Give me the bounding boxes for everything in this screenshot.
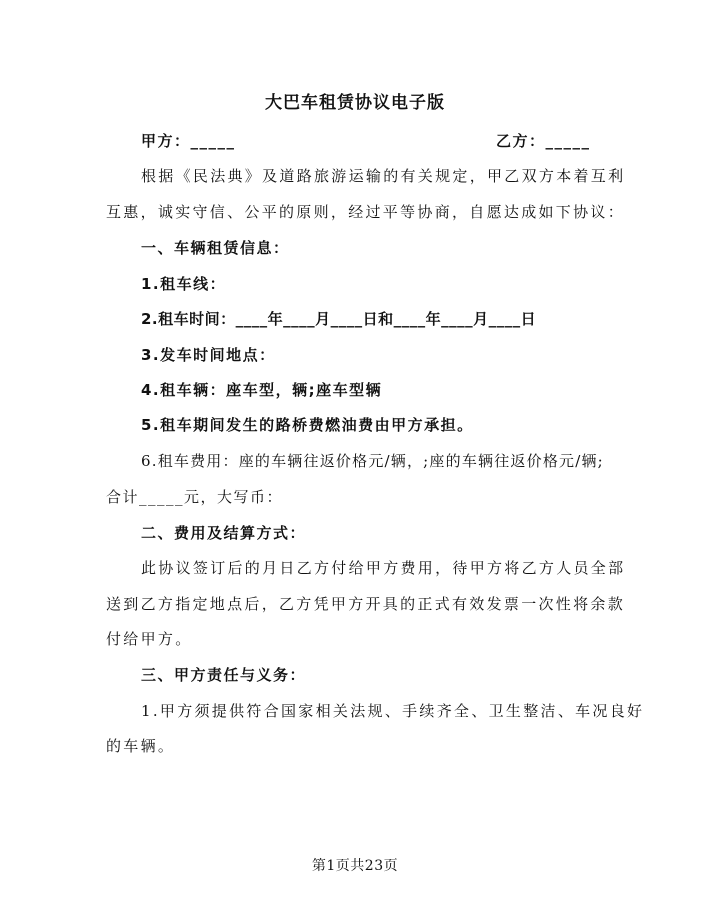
section-2-paragraph-line-2: 送到乙方指定地点后，乙方凭甲方开具的正式有效发票一次性将余款	[106, 595, 626, 613]
section-3-heading: 三、甲方责任与义务：	[141, 666, 307, 684]
item-6-cost-line-1: 6.租车费用：座的车辆往返价格元/辆，;座的车辆往返价格元/辆;	[141, 452, 604, 470]
item-3-departure: 3.发车时间地点：	[141, 346, 276, 364]
document-title: 大巴车租赁协议电子版	[265, 93, 445, 113]
party-b-field: 乙方：_____	[496, 132, 591, 150]
section-2-heading: 二、费用及结算方式：	[141, 524, 307, 542]
section-2-paragraph-line-1: 此协议签订后的月日乙方付给甲方费用，待甲方将乙方人员全部	[141, 559, 626, 577]
item-1-rental-route: 1.租车线：	[141, 275, 227, 293]
item-4-vehicles: 4.租车辆：座车型，辆;座车型辆	[141, 381, 383, 399]
item-6-cost-line-2: 合计_____元，大写币：	[106, 488, 284, 506]
intro-paragraph-line-1: 根据《民法典》及道路旅游运输的有关规定，甲乙双方本着互利	[141, 167, 626, 185]
section-3-item-1-line-2: 的车辆。	[106, 737, 176, 755]
page-indicator: 第1页共23页	[311, 858, 399, 874]
item-5-fees: 5.租车期间发生的路桥费燃油费由甲方承担。	[141, 416, 474, 434]
section-1-heading: 一、车辆租赁信息：	[141, 239, 290, 257]
section-2-paragraph-line-3: 付给甲方。	[106, 630, 193, 648]
item-2-rental-time: 2.租车时间：____年____月____日和____年____月____日	[141, 310, 537, 328]
intro-paragraph-line-2: 互惠，诚实守信、公平的原则，经过平等协商，自愿达成如下协议：	[106, 203, 626, 221]
section-3-item-1-line-1: 1.甲方须提供符合国家相关法规、手续齐全、卫生整洁、车况良好	[141, 702, 645, 720]
party-a-field: 甲方：_____	[141, 132, 236, 150]
